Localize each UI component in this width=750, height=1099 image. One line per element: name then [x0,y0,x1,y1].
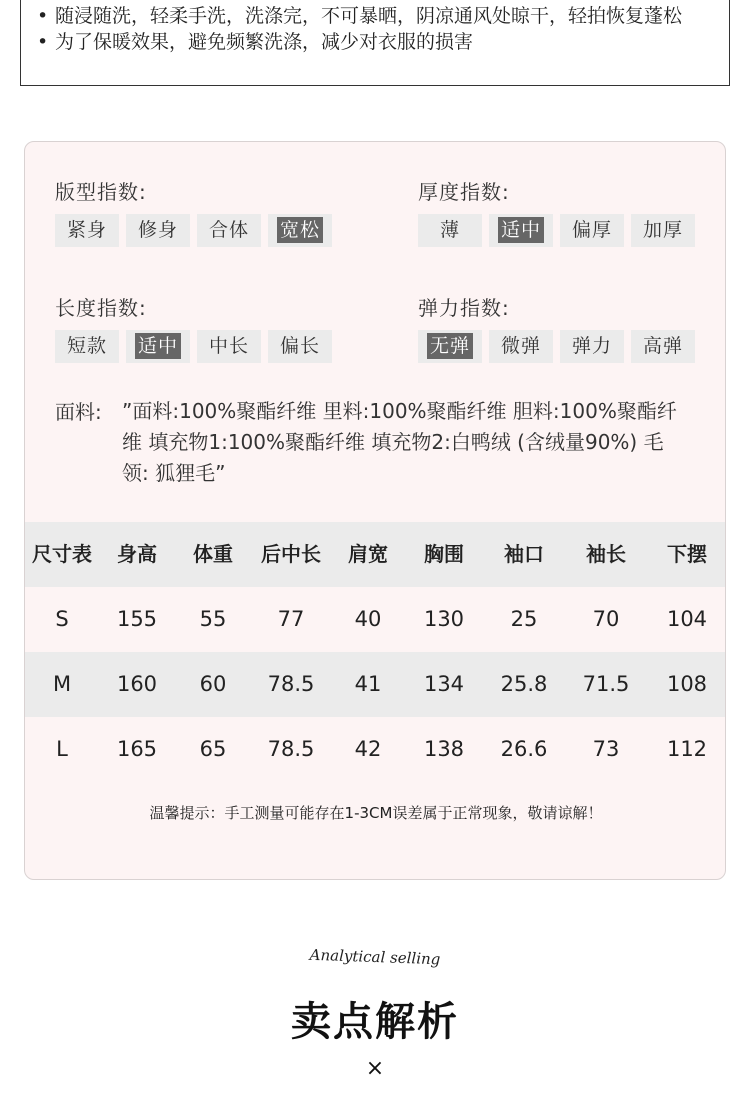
thickness-index-title: 厚度指数: [418,180,510,204]
thickness-option-selected: 适中 [489,214,553,247]
table-row [25,652,726,717]
table-header-cell: 下摆 [667,542,707,566]
elasticity-option: 高弹 [631,330,695,363]
table-cell: 138 [423,737,465,761]
table-header-cell: 胸围 [424,542,464,566]
table-header-cell: 袖口 [504,542,544,566]
length-option: 中长 [197,330,261,363]
table-cell: 40 [354,607,382,631]
elasticity-option: 弹力 [560,330,624,363]
table-cell: 134 [423,672,465,696]
length-option: 偏长 [268,330,332,363]
product-info-panel [24,141,726,880]
length-option: 短款 [55,330,119,363]
table-cell: 165 [116,737,158,761]
table-cell: 41 [354,672,382,696]
table-cell: 104 [666,607,708,631]
table-cell: 26.6 [500,737,548,761]
elasticity-option: 微弹 [489,330,553,363]
table-cell: 77 [277,607,305,631]
close-mark-icon: × [365,1056,385,1081]
measurement-tip: 温馨提示：手工测量可能存在1-3CM误差属于正常现象，敬请谅解！ [149,804,603,822]
fabric-composition: ”面料:100%聚酯纤维 里料:100%聚酯纤维 胆料:100%聚酯纤维 填充物1:100%聚酯纤维 填充物2:白鸭绒 (含绒量90%) 毛领: 狐狸毛” [122,399,677,485]
table-row [25,717,726,782]
table-cell: 42 [354,737,382,761]
table-header-cell: 尺寸表 [32,542,92,566]
table-cell: 73 [592,737,620,761]
elasticity-index-title: 弹力指数: [418,296,510,320]
length-index-title: 长度指数: [55,296,147,320]
table-header-cell: 身高 [117,542,157,566]
table-cell: 70 [592,607,620,631]
care-instructions-box [20,0,730,86]
thickness-option: 加厚 [631,214,695,247]
fit-option: 合体 [197,214,261,247]
table-cell: 155 [116,607,158,631]
table-row [25,587,726,652]
fit-option-selected: 宽松 [268,214,332,247]
table-cell: S [55,607,69,631]
table-cell: M [52,672,72,696]
care-item: • 随浸随洗，轻柔手洗，洗涤完，不可暴晒，阴凉通风处晾干，轻拍恢复蓬松 [37,5,683,27]
table-cell: 60 [199,672,227,696]
fabric-label: 面料: [55,400,102,424]
table-cell: 78.5 [267,737,315,761]
table-cell: L [56,737,68,761]
fit-option: 修身 [126,214,190,247]
elasticity-option-selected: 无弹 [418,330,482,363]
table-header-row [25,522,726,587]
table-cell: 25 [510,607,538,631]
thickness-option: 偏厚 [560,214,624,247]
care-item: • 为了保暖效果，避免频繁洗涤，减少对衣服的损害 [37,31,474,53]
section-title: 卖点解析 [291,999,459,1045]
table-cell: 55 [199,607,227,631]
table-header-cell: 后中长 [261,542,321,566]
fit-index-title: 版型指数: [55,180,147,204]
table-header-cell: 体重 [193,542,233,566]
table-cell: 130 [423,607,465,631]
table-cell: 108 [666,672,708,696]
table-header-cell: 肩宽 [348,542,388,566]
table-cell: 78.5 [267,672,315,696]
table-cell: 112 [666,737,708,761]
table-cell: 71.5 [582,672,630,696]
thickness-option: 薄 [418,214,482,247]
table-cell: 65 [199,737,227,761]
fit-option: 紧身 [55,214,119,247]
table-cell: 25.8 [500,672,548,696]
table-cell: 160 [116,672,158,696]
table-header-cell: 袖长 [586,542,626,566]
length-option-selected: 适中 [126,330,190,363]
section-subtitle: Analytical selling [309,945,441,969]
